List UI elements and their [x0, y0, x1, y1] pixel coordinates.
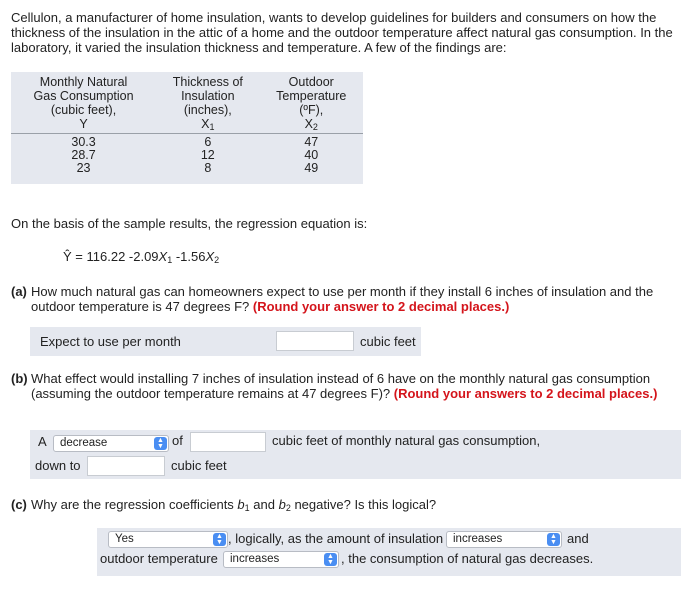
- data-table: [11, 72, 363, 184]
- answer-panel-a: [30, 327, 421, 356]
- chevron-updown-icon: ▲ ▼: [324, 553, 337, 566]
- outdoor-label: outdoor temperature: [100, 551, 218, 566]
- logically-text: , logically, as the amount of insulation: [228, 531, 444, 546]
- answer-panel-c: [97, 528, 681, 576]
- question-b-text: What effect would installing 7 inches of insulation instead of 6 have on the monthly natural gas consumption (assuming the outdoor temperature remains at 47 degrees F)?: [31, 371, 651, 401]
- question-b-instruction: (Round your answers to 2 decimal places.): [393, 386, 658, 401]
- question-a: [11, 284, 691, 314]
- table-cell: 8: [204, 161, 212, 175]
- question-a-instruction: (Round your answer to 2 decimal places.): [252, 299, 510, 314]
- question-b-label: (b): [11, 371, 28, 386]
- a-label: A: [38, 434, 47, 449]
- effect-amount-input[interactable]: [190, 432, 266, 452]
- chevron-updown-icon: ▲ ▼: [154, 437, 167, 450]
- header-temperature: Outdoor Temperature (ºF), $X_2$: [276, 75, 347, 132]
- answer-panel-b: [30, 430, 681, 479]
- header-gas-consumption: Monthly Natural Gas Consumption (cubic feet), Y: [33, 75, 134, 131]
- table-cell: 47: [260, 134, 363, 150]
- chevron-updown-icon: ▲ ▼: [547, 533, 560, 546]
- and-label: and: [567, 531, 589, 546]
- temperature-select[interactable]: increases ▲ ▼: [223, 551, 339, 568]
- table-cell: 30.3: [11, 134, 156, 150]
- insulation-select[interactable]: increases ▲ ▼: [446, 531, 562, 548]
- table-cell: 28.7: [71, 148, 96, 162]
- consumption-text: , the consumption of natural gas decreases.: [341, 551, 594, 566]
- question-c: (c) Why are the regression coefficients $b_1$ and $b_2$ negative? Is this logical?: [11, 497, 437, 513]
- expect-label: Expect to use per month: [40, 334, 181, 349]
- regression-equation: Ŷ = 116.22 $-2.09X_1$ $-1.56X_2$: [63, 249, 220, 265]
- table-cell: 23: [76, 161, 91, 175]
- effect-select[interactable]: decrease ▲ ▼: [53, 435, 169, 452]
- header-insulation: Thickness of Insulation (inches), $X_1$: [172, 75, 243, 132]
- basis-text: On the basis of the sample results, the regression equation is:: [11, 216, 368, 231]
- table-row: [11, 134, 363, 150]
- question-c-label: (c): [11, 497, 27, 512]
- expect-use-input[interactable]: [276, 331, 354, 351]
- down-to-input[interactable]: [87, 456, 165, 476]
- table-cell: 40: [304, 148, 319, 162]
- effect-suffix: cubic feet of monthly natural gas consumption,: [272, 433, 541, 448]
- cubic-feet-label: cubic feet: [360, 334, 416, 349]
- question-a-text: How much natural gas can homeowners expect to use per month if they install 6 inches of insulation and the outdoor temperature is 47 degrees F?: [31, 284, 654, 314]
- down-to-label: down to: [35, 458, 81, 473]
- table-cell: 49: [304, 161, 319, 175]
- question-b: [11, 371, 691, 401]
- logical-select[interactable]: Yes ▲ ▼: [108, 531, 228, 548]
- table-row: [11, 162, 363, 184]
- cubic-feet-label-b: cubic feet: [171, 458, 227, 473]
- intro-paragraph: Cellulon, a manufacturer of home insulation, wants to develop guidelines for builders and consumers on how the thickness of the insulation in the attic of a home and the outdoor temperature affect natural gas consumption. In the laboratory, it varied the insulation thickness and temperature. A few of the findings are:: [11, 10, 673, 55]
- table-cell: 6: [156, 134, 259, 150]
- of-label: of: [172, 433, 183, 448]
- chevron-updown-icon: ▲ ▼: [213, 533, 226, 546]
- table-cell: 12: [200, 148, 215, 162]
- question-a-label: (a): [11, 284, 27, 299]
